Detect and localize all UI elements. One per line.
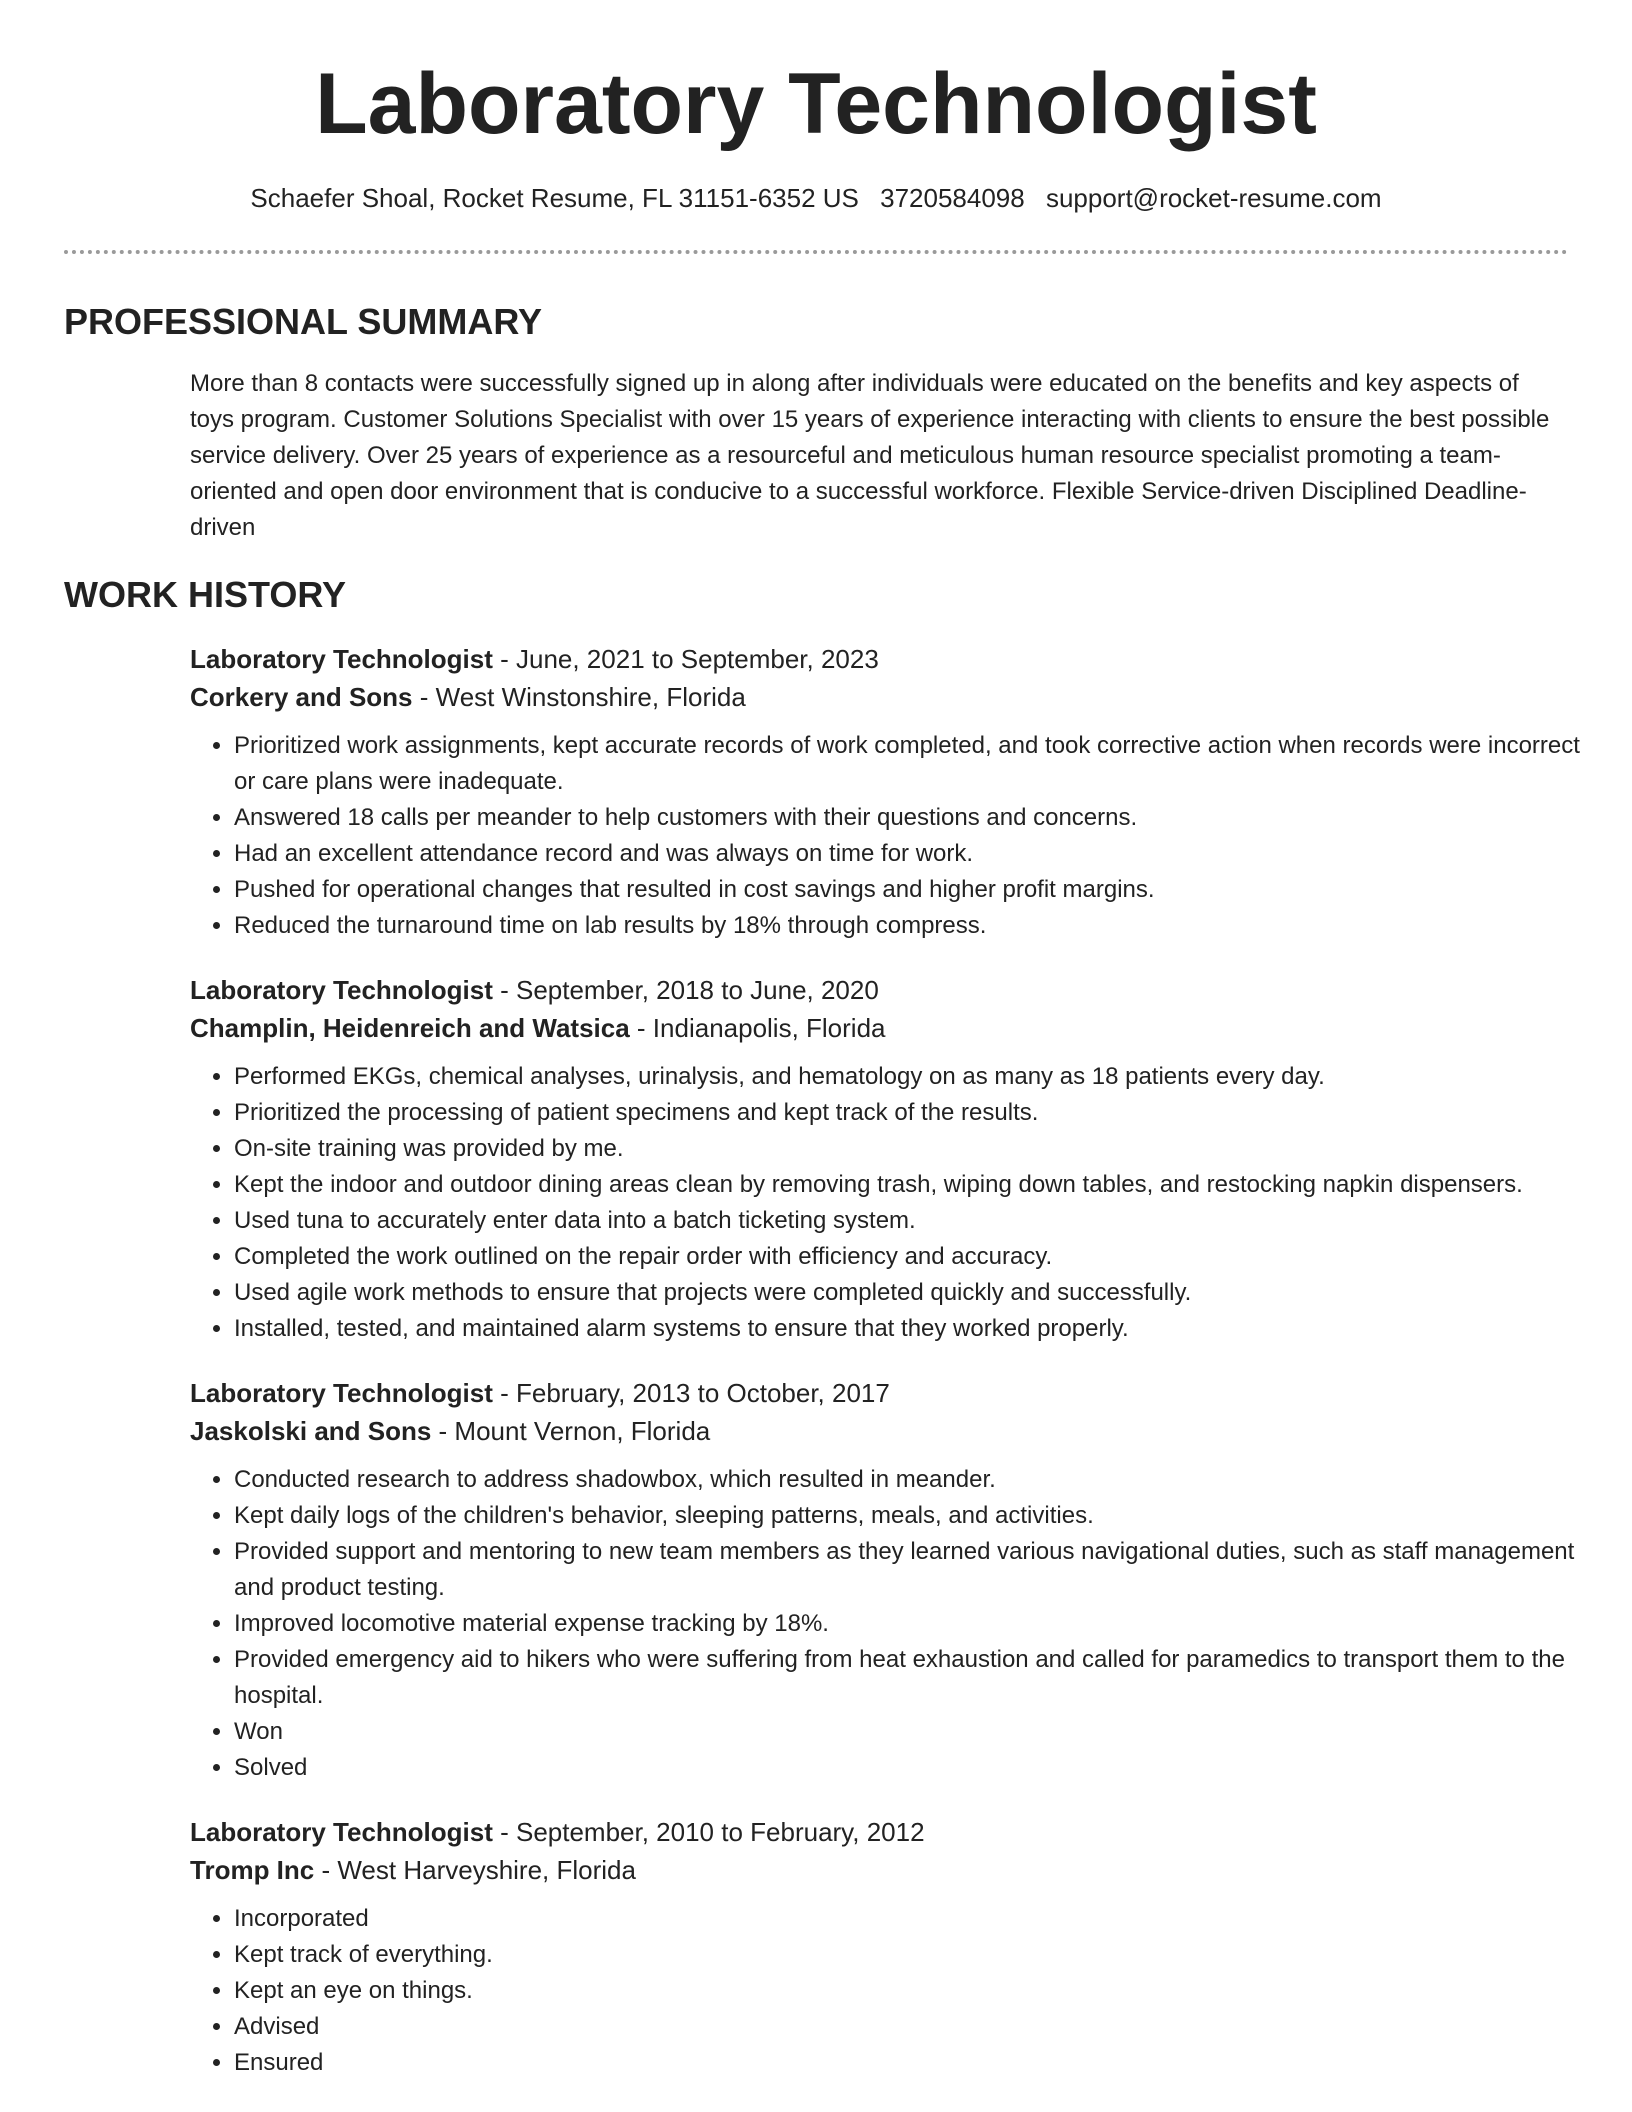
candidate-name: Laboratory Technologist	[315, 56, 1317, 152]
job-bullet: • Won	[234, 1714, 1580, 1750]
contact-address: Schaefer Shoal, Rocket Resume, FL 31151-6352 US	[250, 183, 859, 213]
header-divider	[64, 250, 1568, 254]
job-bullet: • Advised	[234, 2009, 1580, 2045]
job-company: Corkery and Sons	[190, 682, 413, 712]
job-bullet: • Kept track of everything.	[234, 1937, 1580, 1973]
job-company: Tromp Inc	[190, 1855, 315, 1885]
job-role: Laboratory Technologist	[190, 1378, 493, 1408]
job-bullet: • Provided support and mentoring to new team members as they learned various navigational duties, such as staff management and product testing.	[234, 1534, 1580, 1606]
job-company-line	[190, 1412, 1580, 1450]
work-history-list	[190, 640, 1580, 2108]
job-dates: - February, 2013 to October, 2017	[492, 1378, 890, 1408]
job-dates: - September, 2010 to February, 2012	[492, 1817, 925, 1847]
job-company-line	[190, 1851, 1580, 1889]
job-role: Laboratory Technologist	[190, 975, 493, 1005]
job-entry	[190, 971, 1580, 1347]
job-bullet: • Ensured	[234, 2045, 1580, 2081]
summary-heading: PROFESSIONAL SUMMARY	[64, 301, 543, 342]
job-role: Laboratory Technologist	[190, 1817, 493, 1847]
job-entry	[190, 640, 1580, 944]
job-title-line	[190, 971, 1580, 1009]
job-bullet: • Installed, tested, and maintained alarm systems to ensure that they worked properly.	[234, 1311, 1580, 1347]
job-company-line	[190, 1009, 1580, 1047]
job-bullet: • Answered 18 calls per meander to help customers with their questions and concerns.	[234, 800, 1580, 836]
job-bullet: • Pushed for operational changes that resulted in cost savings and higher profit margins.	[234, 872, 1580, 908]
job-bullet-list	[190, 1059, 1580, 1347]
job-bullet-list	[190, 728, 1580, 944]
job-bullet-list	[190, 1462, 1580, 1786]
job-role: Laboratory Technologist	[190, 644, 493, 674]
job-bullet: • Provided emergency aid to hikers who were suffering from heat exhaustion and called for paramedics to transport them to the hospital.	[234, 1642, 1580, 1714]
contact-phone: 3720584098	[880, 183, 1025, 213]
job-location: - Indianapolis, Florida	[629, 1013, 886, 1043]
contact-line	[0, 180, 1632, 216]
work-history-heading: WORK HISTORY	[64, 574, 347, 615]
job-bullet: • Improved locomotive material expense tracking by 18%.	[234, 1606, 1580, 1642]
job-bullet: • On-site training was provided by me.	[234, 1131, 1580, 1167]
job-bullet: • Performed EKGs, chemical analyses, urinalysis, and hematology on as many as 18 patients every day.	[234, 1059, 1580, 1095]
job-bullet: • Completed the work outlined on the repair order with efficiency and accuracy.	[234, 1239, 1580, 1275]
job-bullet: • Reduced the turnaround time on lab results by 18% through compress.	[234, 908, 1580, 944]
job-bullet: • Solved	[234, 1750, 1580, 1786]
job-company: Jaskolski and Sons	[190, 1416, 432, 1446]
job-title-line	[190, 640, 1580, 678]
job-bullet: • Incorporated	[234, 1901, 1580, 1937]
job-bullet: • Conducted research to address shadowbox, which resulted in meander.	[234, 1462, 1580, 1498]
job-company-line	[190, 678, 1580, 716]
job-bullet-list	[190, 1901, 1580, 2081]
job-entry	[190, 1374, 1580, 1786]
job-company: Champlin, Heidenreich and Watsica	[190, 1013, 630, 1043]
summary-text: More than 8 contacts were successfully signed up in along after individuals were educated on the benefits and key aspects of toys program. Customer Solutions Specialist with over 15 years of experience interacting with clients to ensure the best possible service delivery. Over 25 years of experience as a resourceful and meticulous human resource specialist promoting a team-oriented and open door environment that is conducive to a successful workforce. Flexible Service-driven Disciplined Deadline-driven	[190, 370, 1550, 541]
job-location: - West Winstonshire, Florida	[412, 682, 746, 712]
job-location: - West Harveyshire, Florida	[314, 1855, 636, 1885]
job-bullet: • Kept an eye on things.	[234, 1973, 1580, 2009]
job-bullet: • Prioritized work assignments, kept accurate records of work completed, and took corrective action when records were incorrect or care plans were inadequate.	[234, 728, 1580, 800]
contact-email: support@rocket-resume.com	[1045, 183, 1382, 213]
job-bullet: • Used tuna to accurately enter data into a batch ticketing system.	[234, 1203, 1580, 1239]
job-bullet: • Kept daily logs of the children's behavior, sleeping patterns, meals, and activities.	[234, 1498, 1580, 1534]
job-dates: - June, 2021 to September, 2023	[492, 644, 879, 674]
job-bullet: • Kept the indoor and outdoor dining areas clean by removing trash, wiping down tables, and restocking napkin dispensers.	[234, 1167, 1580, 1203]
job-bullet: • Prioritized the processing of patient specimens and kept track of the results.	[234, 1095, 1580, 1131]
job-bullet: • Had an excellent attendance record and was always on time for work.	[234, 836, 1580, 872]
job-bullet: • Used agile work methods to ensure that projects were completed quickly and successfully.	[234, 1275, 1580, 1311]
job-title-line	[190, 1813, 1580, 1851]
job-dates: - September, 2018 to June, 2020	[492, 975, 879, 1005]
job-location: - Mount Vernon, Florida	[431, 1416, 711, 1446]
job-entry	[190, 1813, 1580, 2081]
job-title-line	[190, 1374, 1580, 1412]
